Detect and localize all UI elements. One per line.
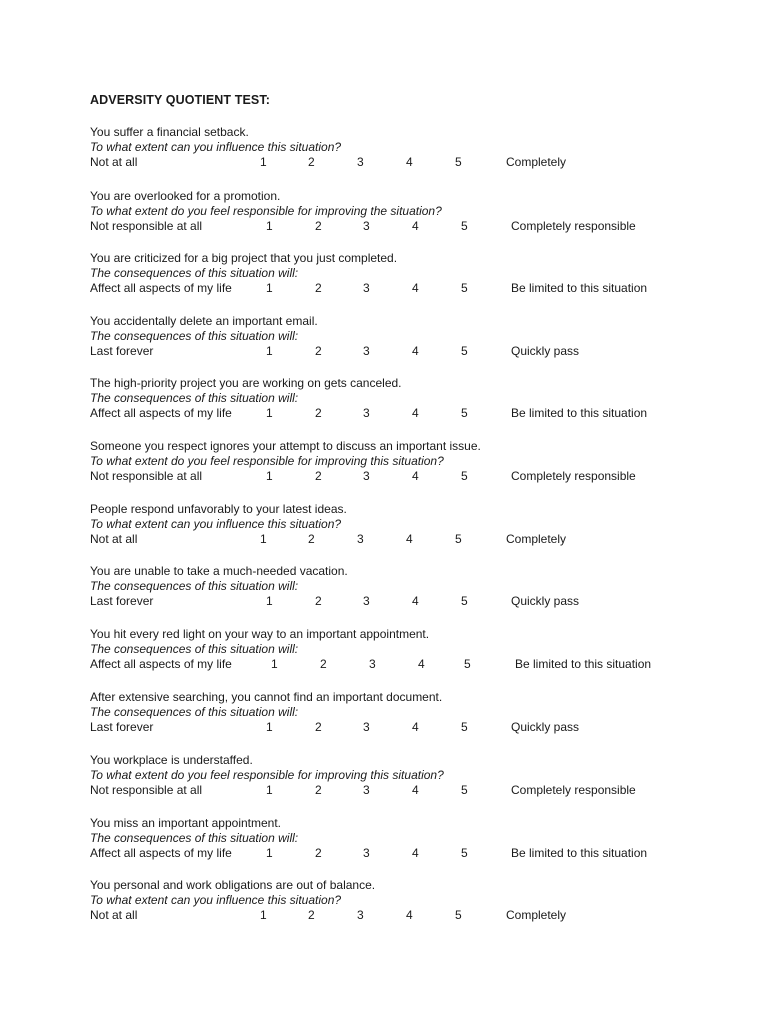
rating-scale [90,469,730,483]
scale-option-3[interactable]: 3 [363,219,370,233]
scale-option-2[interactable]: 2 [315,846,322,860]
scale-option-1[interactable]: 1 [260,155,267,169]
question-prompt: To what extent do you feel responsible for improving the situation? [90,204,442,218]
scale-option-1[interactable]: 1 [266,219,273,233]
question-item [90,627,730,677]
scale-option-3[interactable]: 3 [363,281,370,295]
scale-option-2[interactable]: 2 [315,219,322,233]
question-text: You accidentally delete an important email. [90,314,318,328]
scale-option-4[interactable]: 4 [412,406,419,420]
scale-option-4[interactable]: 4 [412,219,419,233]
question-item [90,690,730,740]
question-item [90,502,730,552]
page-title: ADVERSITY QUOTIENT TEST: [90,93,270,107]
scale-high-label: Quickly pass [511,594,580,608]
scale-option-1[interactable]: 1 [271,657,278,671]
question-item [90,439,730,489]
question-prompt: The consequences of this situation will: [90,642,299,656]
scale-low-label: Last forever [90,720,154,734]
scale-option-4[interactable]: 4 [412,281,419,295]
scale-option-4[interactable]: 4 [418,657,425,671]
question-prompt: To what extent can you influence this situation? [90,517,342,531]
question-prompt: The consequences of this situation will: [90,831,299,845]
question-item [90,314,730,364]
scale-high-label: Completely responsible [511,783,636,797]
scale-option-3[interactable]: 3 [363,469,370,483]
scale-option-1[interactable]: 1 [266,594,273,608]
scale-option-3[interactable]: 3 [357,532,364,546]
scale-option-4[interactable]: 4 [406,532,413,546]
scale-high-label: Completely [506,155,567,169]
question-prompt: To what extent do you feel responsible for improving this situation? [90,454,444,468]
question-text: You suffer a financial setback. [90,125,249,139]
scale-option-5[interactable]: 5 [461,344,468,358]
scale-high-label: Completely responsible [511,469,636,483]
scale-option-2[interactable]: 2 [308,155,315,169]
scale-option-2[interactable]: 2 [320,657,327,671]
scale-option-2[interactable]: 2 [308,908,315,922]
question-text: People respond unfavorably to your latest ideas. [90,502,347,516]
scale-option-5[interactable]: 5 [461,846,468,860]
scale-option-5[interactable]: 5 [461,783,468,797]
rating-scale [90,783,730,797]
question-text: You are criticized for a big project that you just completed. [90,251,398,265]
question-text: You workplace is understaffed. [90,753,253,767]
question-item [90,753,730,803]
scale-option-3[interactable]: 3 [363,344,370,358]
scale-option-2[interactable]: 2 [315,720,322,734]
rating-scale [90,908,730,922]
question-item [90,376,730,426]
question-item [90,564,730,614]
scale-option-3[interactable]: 3 [363,594,370,608]
scale-option-2[interactable]: 2 [315,594,322,608]
question-text: Someone you respect ignores your attempt to discuss an important issue. [90,439,481,453]
scale-option-5[interactable]: 5 [461,406,468,420]
scale-high-label: Quickly pass [511,344,580,358]
scale-low-label: Affect all aspects of my life [90,657,232,671]
scale-option-1[interactable]: 1 [260,908,267,922]
scale-option-5[interactable]: 5 [461,469,468,483]
scale-high-label: Be limited to this situation [515,657,652,671]
scale-high-label: Be limited to this situation [511,281,648,295]
question-prompt: To what extent can you influence this situation? [90,893,342,907]
rating-scale [90,846,730,860]
question-text: The high-priority project you are working on gets canceled. [90,376,402,390]
scale-option-5[interactable]: 5 [455,908,462,922]
question-text: You miss an important appointment. [90,816,281,830]
question-prompt: The consequences of this situation will: [90,266,299,280]
question-item [90,878,730,928]
scale-option-4[interactable]: 4 [406,155,413,169]
scale-option-3[interactable]: 3 [363,720,370,734]
scale-low-label: Not responsible at all [90,783,203,797]
scale-option-3[interactable]: 3 [357,155,364,169]
scale-option-5[interactable]: 5 [464,657,471,671]
scale-high-label: Completely [506,908,567,922]
scale-option-2[interactable]: 2 [315,406,322,420]
rating-scale [90,406,730,420]
scale-option-2[interactable]: 2 [315,281,322,295]
question-text: You hit every red light on your way to an important appointment. [90,627,430,641]
question-item [90,816,730,866]
scale-option-1[interactable]: 1 [266,846,273,860]
rating-scale [90,344,730,358]
scale-option-3[interactable]: 3 [363,783,370,797]
scale-high-label: Completely [506,532,567,546]
scale-high-label: Be limited to this situation [511,406,648,420]
question-text: You are overlooked for a promotion. [90,189,281,203]
question-text: You are unable to take a much-needed vacation. [90,564,348,578]
scale-option-1[interactable]: 1 [266,281,273,295]
question-prompt: To what extent can you influence this situation? [90,140,342,154]
question-prompt: The consequences of this situation will: [90,329,299,343]
scale-option-2[interactable]: 2 [315,469,322,483]
rating-scale [90,219,730,233]
rating-scale [90,594,730,608]
scale-option-5[interactable]: 5 [461,219,468,233]
scale-option-4[interactable]: 4 [412,720,419,734]
scale-option-2[interactable]: 2 [308,532,315,546]
scale-option-2[interactable]: 2 [315,344,322,358]
scale-low-label: Affect all aspects of my life [90,846,232,860]
scale-option-5[interactable]: 5 [461,720,468,734]
scale-option-1[interactable]: 1 [260,532,267,546]
rating-scale [90,281,730,295]
scale-low-label: Not responsible at all [90,469,203,483]
scale-option-5[interactable]: 5 [461,594,468,608]
scale-option-3[interactable]: 3 [363,846,370,860]
question-prompt: The consequences of this situation will: [90,391,299,405]
scale-option-4[interactable]: 4 [412,783,419,797]
scale-option-5[interactable]: 5 [461,281,468,295]
question-prompt: The consequences of this situation will: [90,705,299,719]
scale-low-label: Last forever [90,344,154,358]
scale-option-3[interactable]: 3 [357,908,364,922]
scale-option-4[interactable]: 4 [412,846,419,860]
scale-low-label: Not at all [90,155,138,169]
rating-scale [90,532,730,546]
question-item [90,189,730,239]
scale-option-5[interactable]: 5 [455,155,462,169]
question-prompt: The consequences of this situation will: [90,579,299,593]
question-text: After extensive searching, you cannot find an important document. [90,690,443,704]
scale-low-label: Last forever [90,594,154,608]
rating-scale [90,657,730,671]
scale-high-label: Completely responsible [511,219,636,233]
scale-option-4[interactable]: 4 [412,469,419,483]
scale-low-label: Affect all aspects of my life [90,406,232,420]
scale-option-1[interactable]: 1 [266,720,273,734]
scale-option-4[interactable]: 4 [412,594,419,608]
scale-high-label: Be limited to this situation [511,846,648,860]
scale-option-3[interactable]: 3 [369,657,376,671]
scale-option-5[interactable]: 5 [455,532,462,546]
scale-low-label: Not at all [90,908,138,922]
question-item [90,125,730,175]
scale-option-1[interactable]: 1 [266,783,273,797]
question-item [90,251,730,301]
scale-option-4[interactable]: 4 [406,908,413,922]
question-prompt: To what extent do you feel responsible for improving this situation? [90,768,444,782]
question-text: You personal and work obligations are out of balance. [90,878,376,892]
scale-low-label: Affect all aspects of my life [90,281,232,295]
scale-high-label: Quickly pass [511,720,580,734]
scale-option-1[interactable]: 1 [266,469,273,483]
scale-option-2[interactable]: 2 [315,783,322,797]
rating-scale [90,720,730,734]
rating-scale [90,155,730,169]
scale-low-label: Not responsible at all [90,219,203,233]
scale-option-1[interactable]: 1 [266,406,273,420]
scale-option-1[interactable]: 1 [266,344,273,358]
scale-low-label: Not at all [90,532,138,546]
scale-option-3[interactable]: 3 [363,406,370,420]
scale-option-4[interactable]: 4 [412,344,419,358]
